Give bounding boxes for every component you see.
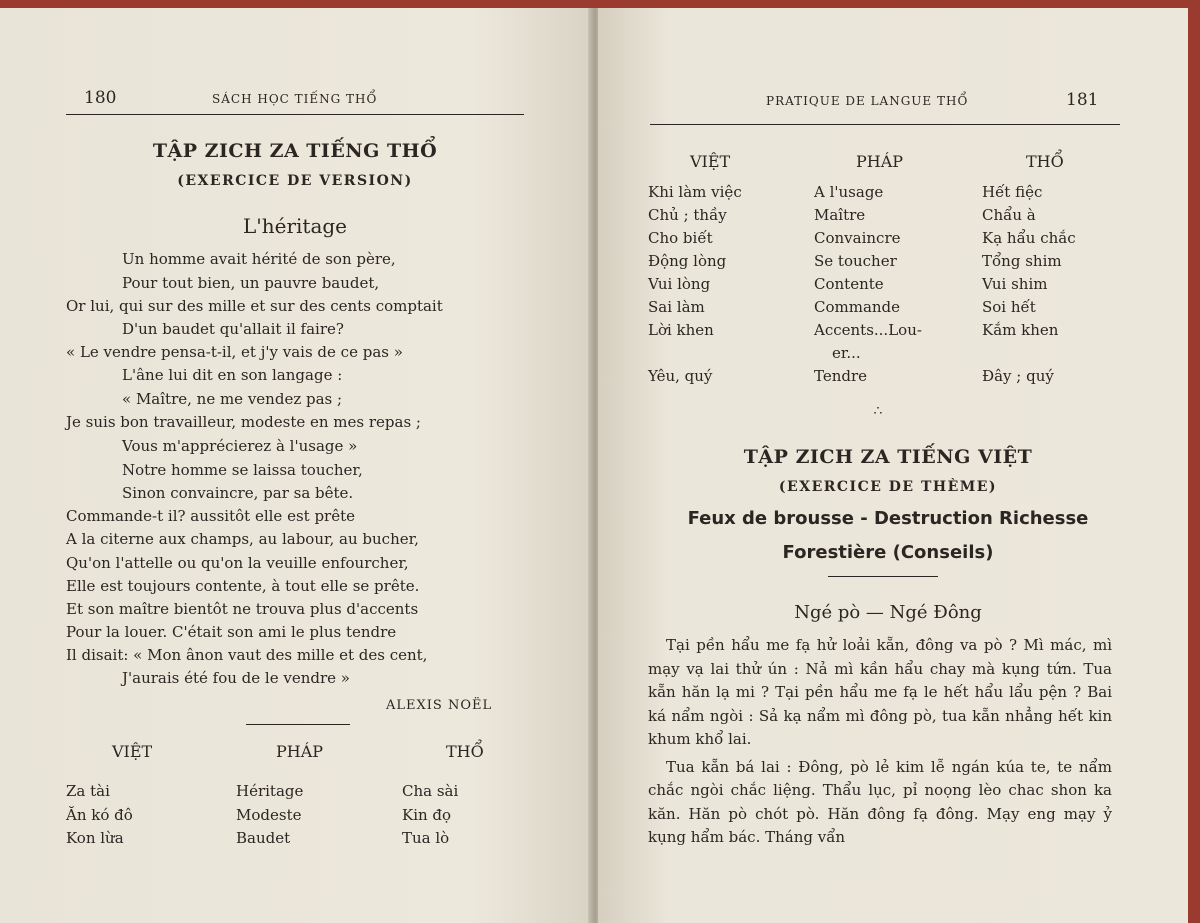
poem-line: A la citerne aux champs, au labour, au bucher,	[66, 530, 419, 548]
poem-line: Commande-t il? aussitôt elle est prête	[66, 507, 355, 525]
poem-author: ALEXIS NOËL	[386, 698, 493, 713]
vocab-cell: Contente	[814, 275, 884, 293]
vocab-cell: A l'usage	[814, 183, 884, 201]
running-head: SÁCH HỌC TIẾNG THỔ	[212, 92, 378, 106]
vocab-cell: Se toucher	[814, 252, 897, 270]
vocab-header-phap: PHÁP	[856, 152, 904, 171]
poem-line: Je suis bon travailleur, modeste en mes repas ;	[66, 413, 421, 431]
running-head: PRATIQUE DE LANGUE THỔ	[766, 94, 969, 108]
vocab-cell: Commande	[814, 298, 901, 316]
poem-line: Un homme avait hérité de son père,	[122, 250, 396, 268]
exercise-title: TẬP ZICH ZA TIẾNG VIỆT	[743, 446, 1033, 468]
vocab-header-viet: VIỆT	[112, 742, 153, 761]
poem-line: Or lui, qui sur des mille et sur des cents comptait	[66, 297, 443, 315]
vocab-cell: Kin đọ	[402, 806, 452, 824]
vocab-cell: Accents...Lou-	[814, 321, 922, 339]
exercise-subtitle: (EXERCICE DE THÈME)	[778, 479, 998, 495]
body-text	[648, 634, 1112, 854]
poem-line: Vous m'apprécierez à l'usage »	[122, 437, 358, 455]
vocab-cell: Kạ hẩu chắc	[982, 229, 1076, 247]
exercise-subtitle: (EXERCICE DE VERSION)	[177, 173, 413, 189]
vocab-cell: Soi hết	[982, 298, 1036, 316]
poem-line: Pour tout bien, un pauvre baudet,	[122, 274, 380, 292]
vocab-cell: Lời khen	[648, 321, 714, 339]
poem-title: L'héritage	[242, 214, 348, 238]
topic-line-1: Feux de brousse - Destruction Richesse	[687, 508, 1089, 529]
vocab-cell: Hết fiệc	[982, 183, 1043, 201]
section-title: Ngé pò — Ngé Đông	[794, 602, 982, 623]
vocab-cell: Vui shim	[982, 275, 1048, 293]
vocab-cell: Tua lò	[402, 829, 450, 847]
vocab-cell: Modeste	[236, 806, 302, 824]
vocab-cell: Đây ; quý	[982, 367, 1054, 385]
poem-line: Pour la louer. C'était son ami le plus tendre	[66, 623, 397, 641]
topic-line-2: Forestière (Conseils)	[782, 542, 994, 563]
poem-line: Elle est toujours contente, à tout elle se prête.	[66, 577, 420, 595]
poem-line: J'aurais été fou de le vendre »	[122, 669, 350, 687]
left-page	[0, 8, 592, 923]
poem-line: L'âne lui dit en son langage :	[122, 366, 343, 384]
vocab-cell: Yêu, quý	[648, 367, 713, 385]
vocab-cell: Chủ ; thầy	[648, 206, 727, 224]
author-rule	[246, 724, 350, 725]
paragraph: Tại pền hẩu me fạ hử loải kẵn, đông va pò ? Mì mác, mì mạy vạ lai thử ún : Nả mì kần hẩu chay mà kụng tứn. Tua kẵn hăn lạ mi ? Tại pền hẩu me fạ le hết hẩu lẩu pện ? Bai ká nẩm ngòi : Sả kạ nẩm mì đông pò, tua kẵn nhẳng hết kin khum khổ lai.	[648, 636, 1112, 748]
vocab-header-viet: VIỆT	[690, 152, 731, 171]
poem-line: Qu'on l'attelle ou qu'on la veuille enfourcher,	[66, 554, 409, 572]
vocab-header-tho: THỔ	[1026, 152, 1064, 171]
vocab-cell: Tổng shim	[982, 252, 1062, 270]
vocab-cell: Baudet	[236, 829, 291, 847]
vocab-cell: Cha sài	[402, 782, 459, 800]
vocab-header-tho: THỔ	[446, 742, 484, 761]
page-number: 180	[84, 88, 117, 108]
right-page	[598, 8, 1188, 923]
vocab-cell: Sai làm	[648, 298, 705, 316]
poem-line: « Maître, ne me vendez pas ;	[122, 390, 343, 408]
poem-line: Notre homme se laissa toucher,	[122, 461, 363, 479]
vocab-cell: Maître	[814, 206, 866, 224]
poem-line: Sinon convaincre, par sa bête.	[122, 484, 354, 502]
vocab-cell: Kon lừa	[66, 829, 124, 847]
header-rule	[650, 124, 1120, 125]
page-number: 181	[1066, 90, 1099, 110]
vocab-cell: Động lòng	[648, 252, 727, 270]
vocab-cell: Khi làm việc	[648, 183, 742, 201]
vocab-header-phap: PHÁP	[276, 742, 324, 761]
vocab-cell: Tendre	[814, 367, 868, 385]
vocab-cell: Kắm khen	[982, 321, 1059, 339]
vocab-cell: Chẩu à	[982, 206, 1036, 224]
vocab-cell: Cho biết	[648, 229, 713, 247]
vocab-cell: Vui lòng	[648, 275, 711, 293]
vocab-cell: Ăn kó đô	[66, 806, 133, 824]
paragraph: Tua kẵn bá lai : Đông, pò lẻ kim lễ ngán kúa te, te nẩm chắc ngòi chắc liệng. Thẩu lục, pỉ noọng lèo chac shon ka kăn. Hăn pò chót pò. Hăn đông fạ đông. Mạy eng mạy ỷ kụng hẩm bác. Tháng vẩn	[648, 757, 1112, 846]
separator-asterism: ∴	[873, 403, 883, 419]
vocab-cell: Za tài	[66, 782, 110, 800]
vocab-cell: Héritage	[236, 782, 304, 800]
topic-rule	[828, 576, 938, 577]
poem-line: « Le vendre pensa-t-il, et j'y vais de ce pas »	[66, 343, 403, 361]
exercise-title: TẬP ZICH ZA TIẾNG THỔ	[152, 140, 438, 162]
poem-line: Et son maître bientôt ne trouva plus d'accents	[66, 600, 419, 618]
poem-line: D'un baudet qu'allait il faire?	[122, 320, 344, 338]
header-rule	[66, 114, 524, 115]
vocab-cell: Convaincre	[814, 229, 901, 247]
poem-line: Il disait: « Mon ânon vaut des mille et des cent,	[66, 646, 428, 664]
vocab-cell: er...	[832, 344, 861, 362]
